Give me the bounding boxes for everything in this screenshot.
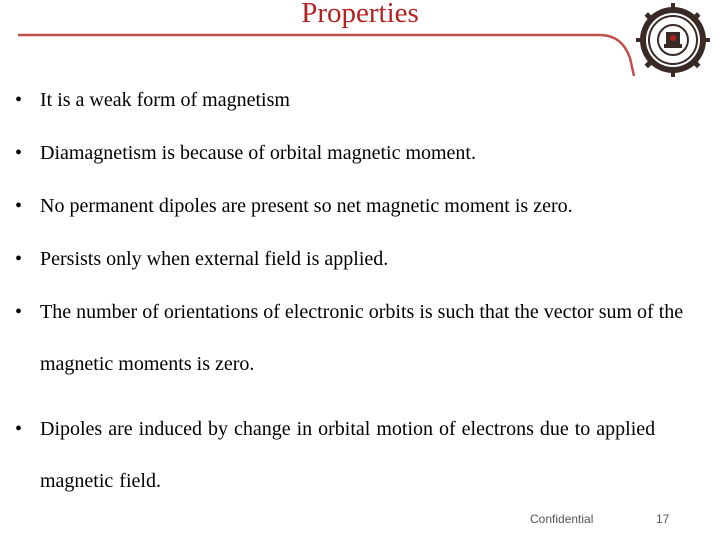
bullet-text: The number of orientations of electronic orbits is such that the vector sum of the magnetic moments is zero. xyxy=(40,301,684,375)
slide-title: Properties xyxy=(301,0,419,29)
bullet-text: Diamagnetism is because of orbital magnetic moment. xyxy=(40,142,476,164)
title-underline xyxy=(0,0,720,90)
bullet-item xyxy=(15,139,710,167)
bullet-marker: • xyxy=(15,301,23,323)
bullet-marker: • xyxy=(15,89,23,111)
bullet-item xyxy=(15,403,710,507)
bullet-item xyxy=(15,286,710,390)
university-seal-icon xyxy=(635,2,711,78)
bullet-item xyxy=(15,192,710,220)
bullet-item xyxy=(15,245,710,273)
bullet-marker: • xyxy=(15,142,23,164)
bullet-item xyxy=(15,86,710,114)
bullet-text: Dipoles are induced by change in orbital motion of electrons due to applied magnetic field. xyxy=(40,418,656,492)
footer-label: Confidential xyxy=(530,512,594,526)
bullet-marker: • xyxy=(15,248,23,270)
bullet-marker: • xyxy=(15,418,23,440)
bullet-list xyxy=(15,86,710,507)
bullet-text: It is a weak form of magnetism xyxy=(40,89,290,111)
bullet-text: No permanent dipoles are present so net magnetic moment is zero. xyxy=(40,195,573,217)
page-number: 17 xyxy=(656,512,670,526)
bullet-text: Persists only when external field is applied. xyxy=(40,248,389,270)
bullet-marker: • xyxy=(15,195,23,217)
